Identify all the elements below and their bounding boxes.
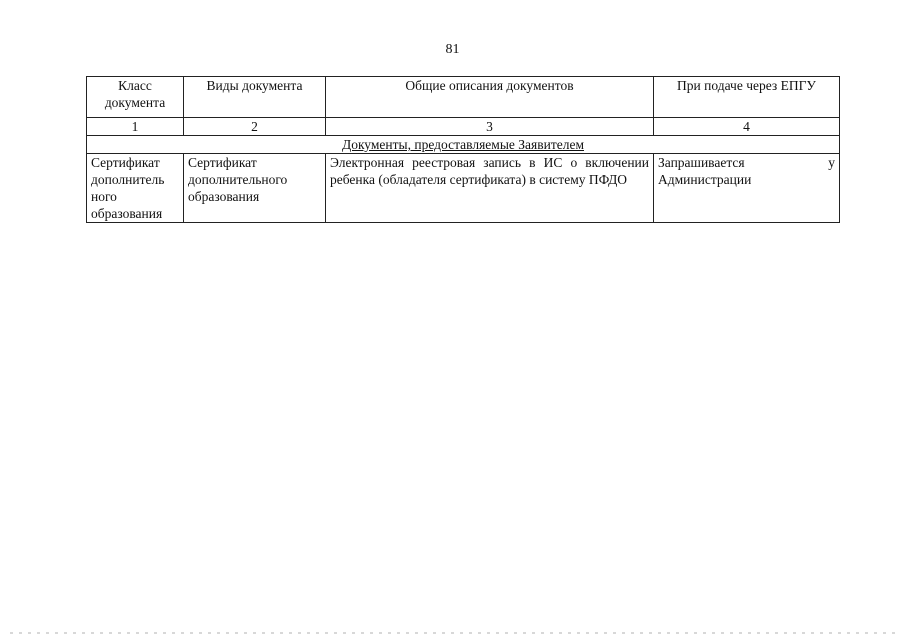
doc-class-cell — [87, 154, 184, 223]
description-cell: Электронная реестровая запись в ИС о включении ребенка (обладателя сертификата) в систему ПФДО — [326, 154, 654, 223]
header-doc-type: Виды документа — [184, 77, 326, 118]
column-number: 1 — [87, 118, 184, 136]
documents-table — [86, 76, 840, 223]
doc-class-line: дополнитель — [91, 172, 165, 187]
header-row — [87, 77, 840, 118]
doc-type-cell: Сертификат дополнительного образования — [184, 154, 326, 223]
epgu-requested-text: Запрашивается — [658, 155, 745, 170]
epgu-cell — [654, 154, 840, 223]
doc-class-line: образования — [91, 206, 163, 221]
scan-artifact-line — [10, 632, 895, 634]
epgu-preposition: у — [828, 155, 835, 170]
epgu-authority: Администрации — [658, 172, 752, 187]
header-doc-class: Класс документа — [87, 77, 184, 118]
column-number: 2 — [184, 118, 326, 136]
epgu-first-line — [658, 154, 835, 171]
doc-class-line: ного — [91, 189, 117, 204]
column-number: 3 — [326, 118, 654, 136]
column-number-row — [87, 118, 840, 136]
column-number: 4 — [654, 118, 840, 136]
table-row — [87, 154, 840, 223]
page-number: 81 — [445, 42, 460, 57]
section-title: Документы, предоставляемые Заявителем — [87, 136, 840, 154]
section-row — [87, 136, 840, 154]
header-epgu: При подаче через ЕПГУ — [654, 77, 840, 118]
doc-class-line: Сертификат — [91, 155, 160, 170]
header-description: Общие описания документов — [326, 77, 654, 118]
